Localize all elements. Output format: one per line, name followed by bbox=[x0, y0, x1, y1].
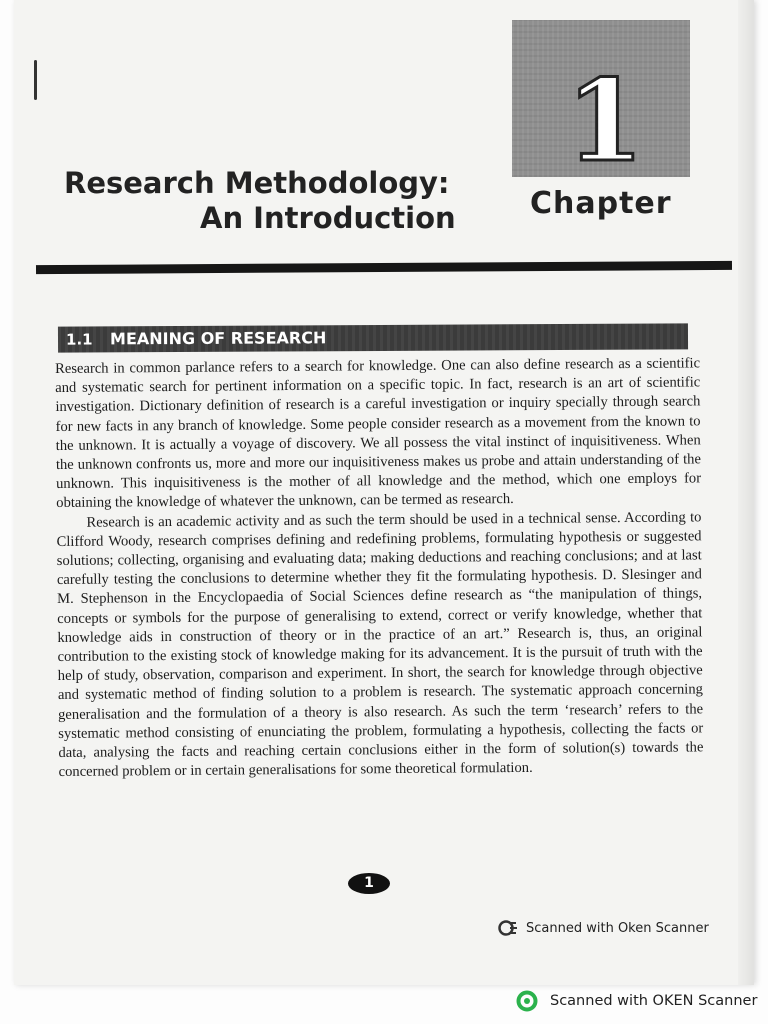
oken-scanner-logo-icon bbox=[516, 990, 540, 1012]
chapter-label: Chapter bbox=[530, 186, 672, 221]
paragraph: Research in common parlance refers to a search for knowledge. One can also define research as a scientific and systematic search for pertinent information on a specific topic. In fact, research is an art of scientific investigation. Dictionary definition of research is a careful investigation or inquiry specially through search for new facts in any branch of knowledge. Some people consider research as a movement from the known to the unknown. It is actually a voyage of discovery. We all possess the vital instinct of inquisitiveness. When the unknown confronts us, more and more our inquisitiveness makes us probe and attain understanding of the unknown. This inquisitiveness is the mother of all knowledge and the method, which one employs for obtaining the knowledge of whatever the unknown, can be termed as research. bbox=[55, 355, 702, 512]
paragraph: Research is an academic activity and as such the term should be used in a technical sense. According to Clifford Woody, research comprises defining and redefining problems, formulating hypothesis or suggested solutions; collecting, organising and evaluating data; making deductions and reaching conclusions; and at last carefully testing the conclusions to determine whether they fit the formulating hypothesis. D. Slesinger and M. Stephenson in the Encyclopaedia of Social Sciences define research as “the manipulation of things, concepts or symbols for the purpose of generalising to extend, correct or verify knowledge, whether that knowledge aids in construction of theory or in the practice of an art.” Research is, thus, an original contribution to the existing stock of knowledge making for its advancement. It is the pursuit of truth with the help of study, observation, comparison and experiment. In short, the search for knowledge through objective and systematic method of finding solution to a problem is research. The systematic approach concerning generalisation and the formulation of a theory is also research. As such the term ‘research’ refers to the systematic method consisting of enunciating the problem, formulating a hypothesis, collecting the facts or data, analysing the facts and reaching certain conclusions either in the form of solution(s) towards the concerned problem or in certain generalisations for some theoretical formulation. bbox=[56, 508, 704, 781]
chapter-number: 1 bbox=[566, 56, 644, 187]
oken-scanner-logo-icon bbox=[498, 920, 518, 936]
page-number: 1 bbox=[348, 873, 390, 894]
chapter-title-line2: An Introduction bbox=[200, 201, 456, 235]
watermark-text: Scanned with OKEN Scanner bbox=[550, 993, 758, 1009]
section-title: MEANING OF RESEARCH bbox=[109, 328, 327, 349]
section-number: 1.1 bbox=[65, 330, 93, 349]
page-edge-shadow bbox=[738, 0, 754, 985]
scanner-watermark-inner bbox=[498, 920, 709, 936]
watermark-text: Scanned with Oken Scanner bbox=[526, 920, 709, 936]
pen-mark bbox=[34, 60, 37, 100]
chapter-title-line1: Research Methodology: bbox=[64, 166, 450, 200]
section-heading-bar bbox=[58, 323, 688, 352]
body-text bbox=[55, 354, 704, 782]
scanner-watermark-outer bbox=[516, 990, 757, 1012]
